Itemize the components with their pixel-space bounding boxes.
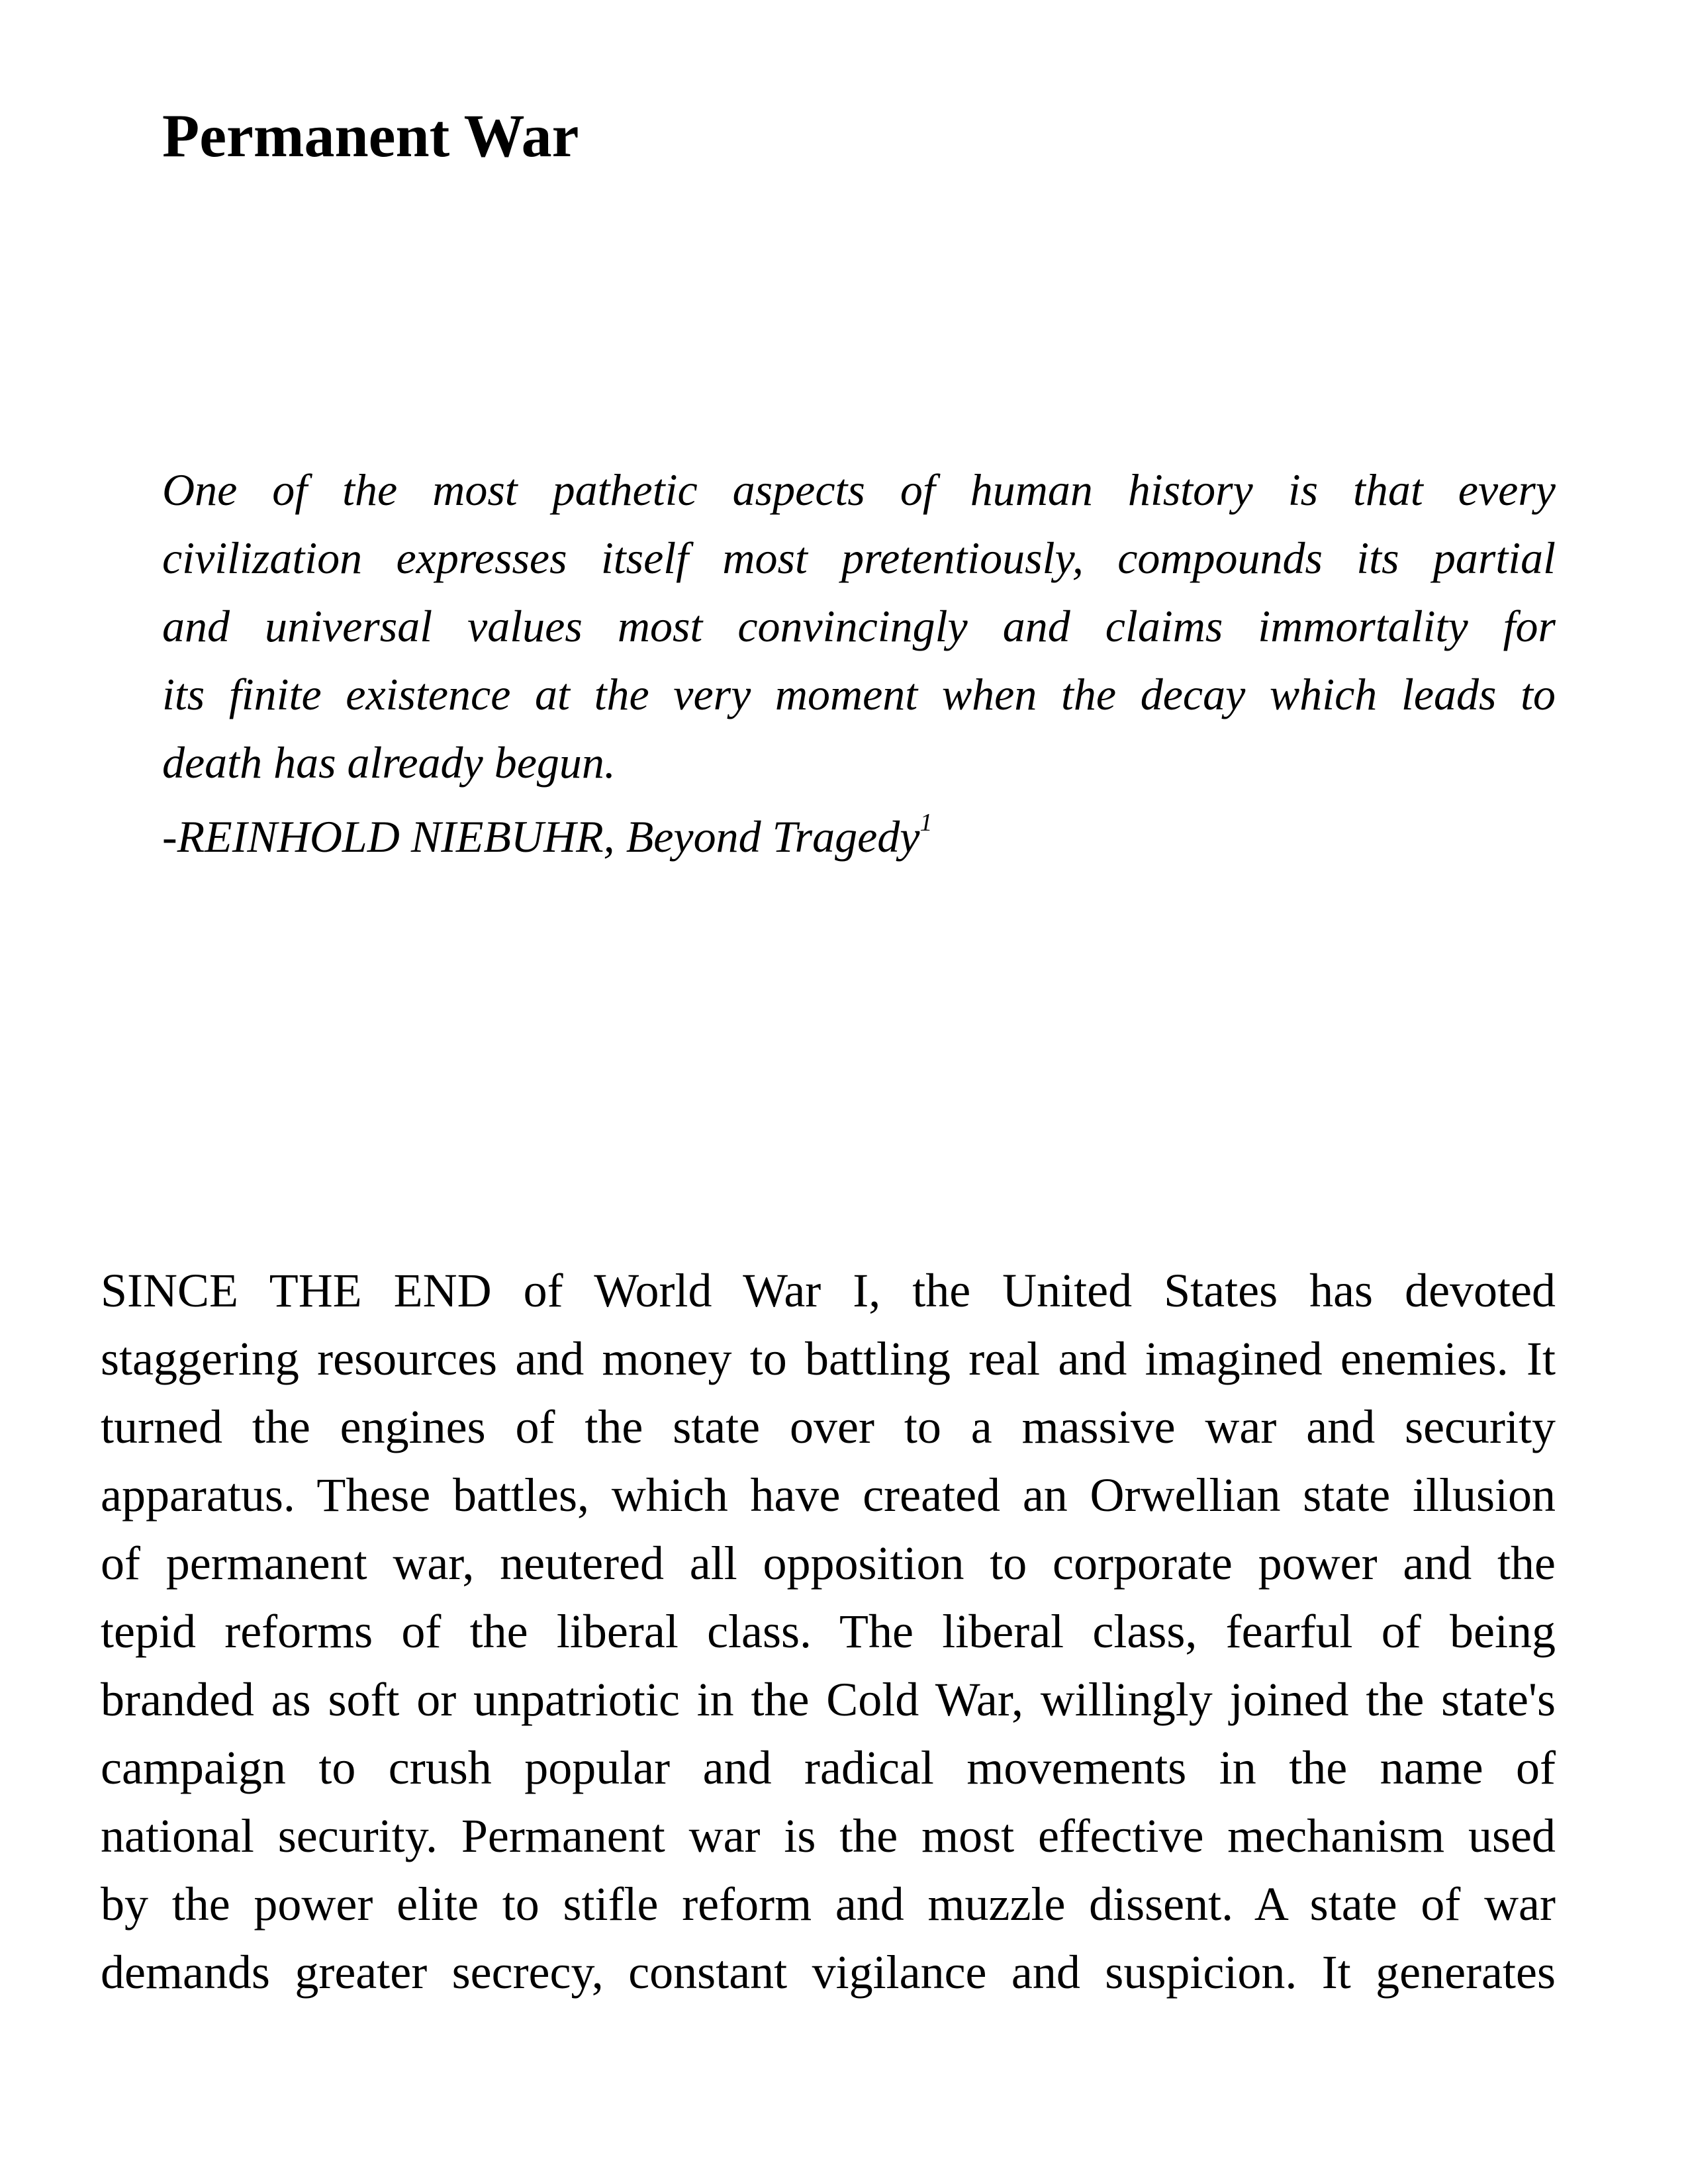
- attribution-work: Beyond Tragedy: [626, 811, 920, 862]
- body-line: by the power elite to stifle reform and muzzle dissent. A state of war: [101, 1878, 1556, 1931]
- body-line: of permanent war, neutered all opposition to corporate power and the: [101, 1537, 1556, 1590]
- body-line: demands greater secrecy, constant vigilance and suspicion. It generates: [101, 1946, 1556, 1999]
- epigraph: [162, 456, 1556, 871]
- chapter-title: Permanent War: [162, 102, 579, 169]
- body-line: tepid reforms of the liberal class. The liberal class, fearful of being: [101, 1605, 1556, 1658]
- body-line: branded as soft or unpatriotic in the Cold War, willingly joined the state's: [101, 1673, 1556, 1726]
- body-line: campaign to crush popular and radical movements in the name of: [101, 1741, 1556, 1794]
- body-line: staggering resources and money to battling real and imagined enemies. It: [101, 1332, 1556, 1385]
- body-line: national security. Permanent war is the most effective mechanism used: [101, 1809, 1556, 1862]
- epigraph-attribution: [162, 803, 1556, 871]
- epigraph-line: death has already begun.: [162, 737, 616, 788]
- footnote-ref[interactable]: 1: [919, 809, 933, 837]
- body-text: [101, 1257, 1556, 2007]
- epigraph-line: its finite existence at the very moment when the decay which leads to: [162, 669, 1556, 719]
- body-line: turned the engines of the state over to a massive war and security: [101, 1400, 1556, 1453]
- attribution-author: -REINHOLD NIEBUHR,: [162, 811, 626, 862]
- epigraph-line: One of the most pathetic aspects of human history is that every: [162, 465, 1556, 515]
- body-line: SINCE THE END of World War I, the United States has devoted: [101, 1264, 1556, 1317]
- epigraph-line: and universal values most convincingly and claims immortality for: [162, 601, 1556, 651]
- epigraph-line: civilization expresses itself most pretentiously, compounds its partial: [162, 533, 1556, 583]
- body-line: apparatus. These battles, which have created an Orwellian state illusion: [101, 1469, 1556, 1522]
